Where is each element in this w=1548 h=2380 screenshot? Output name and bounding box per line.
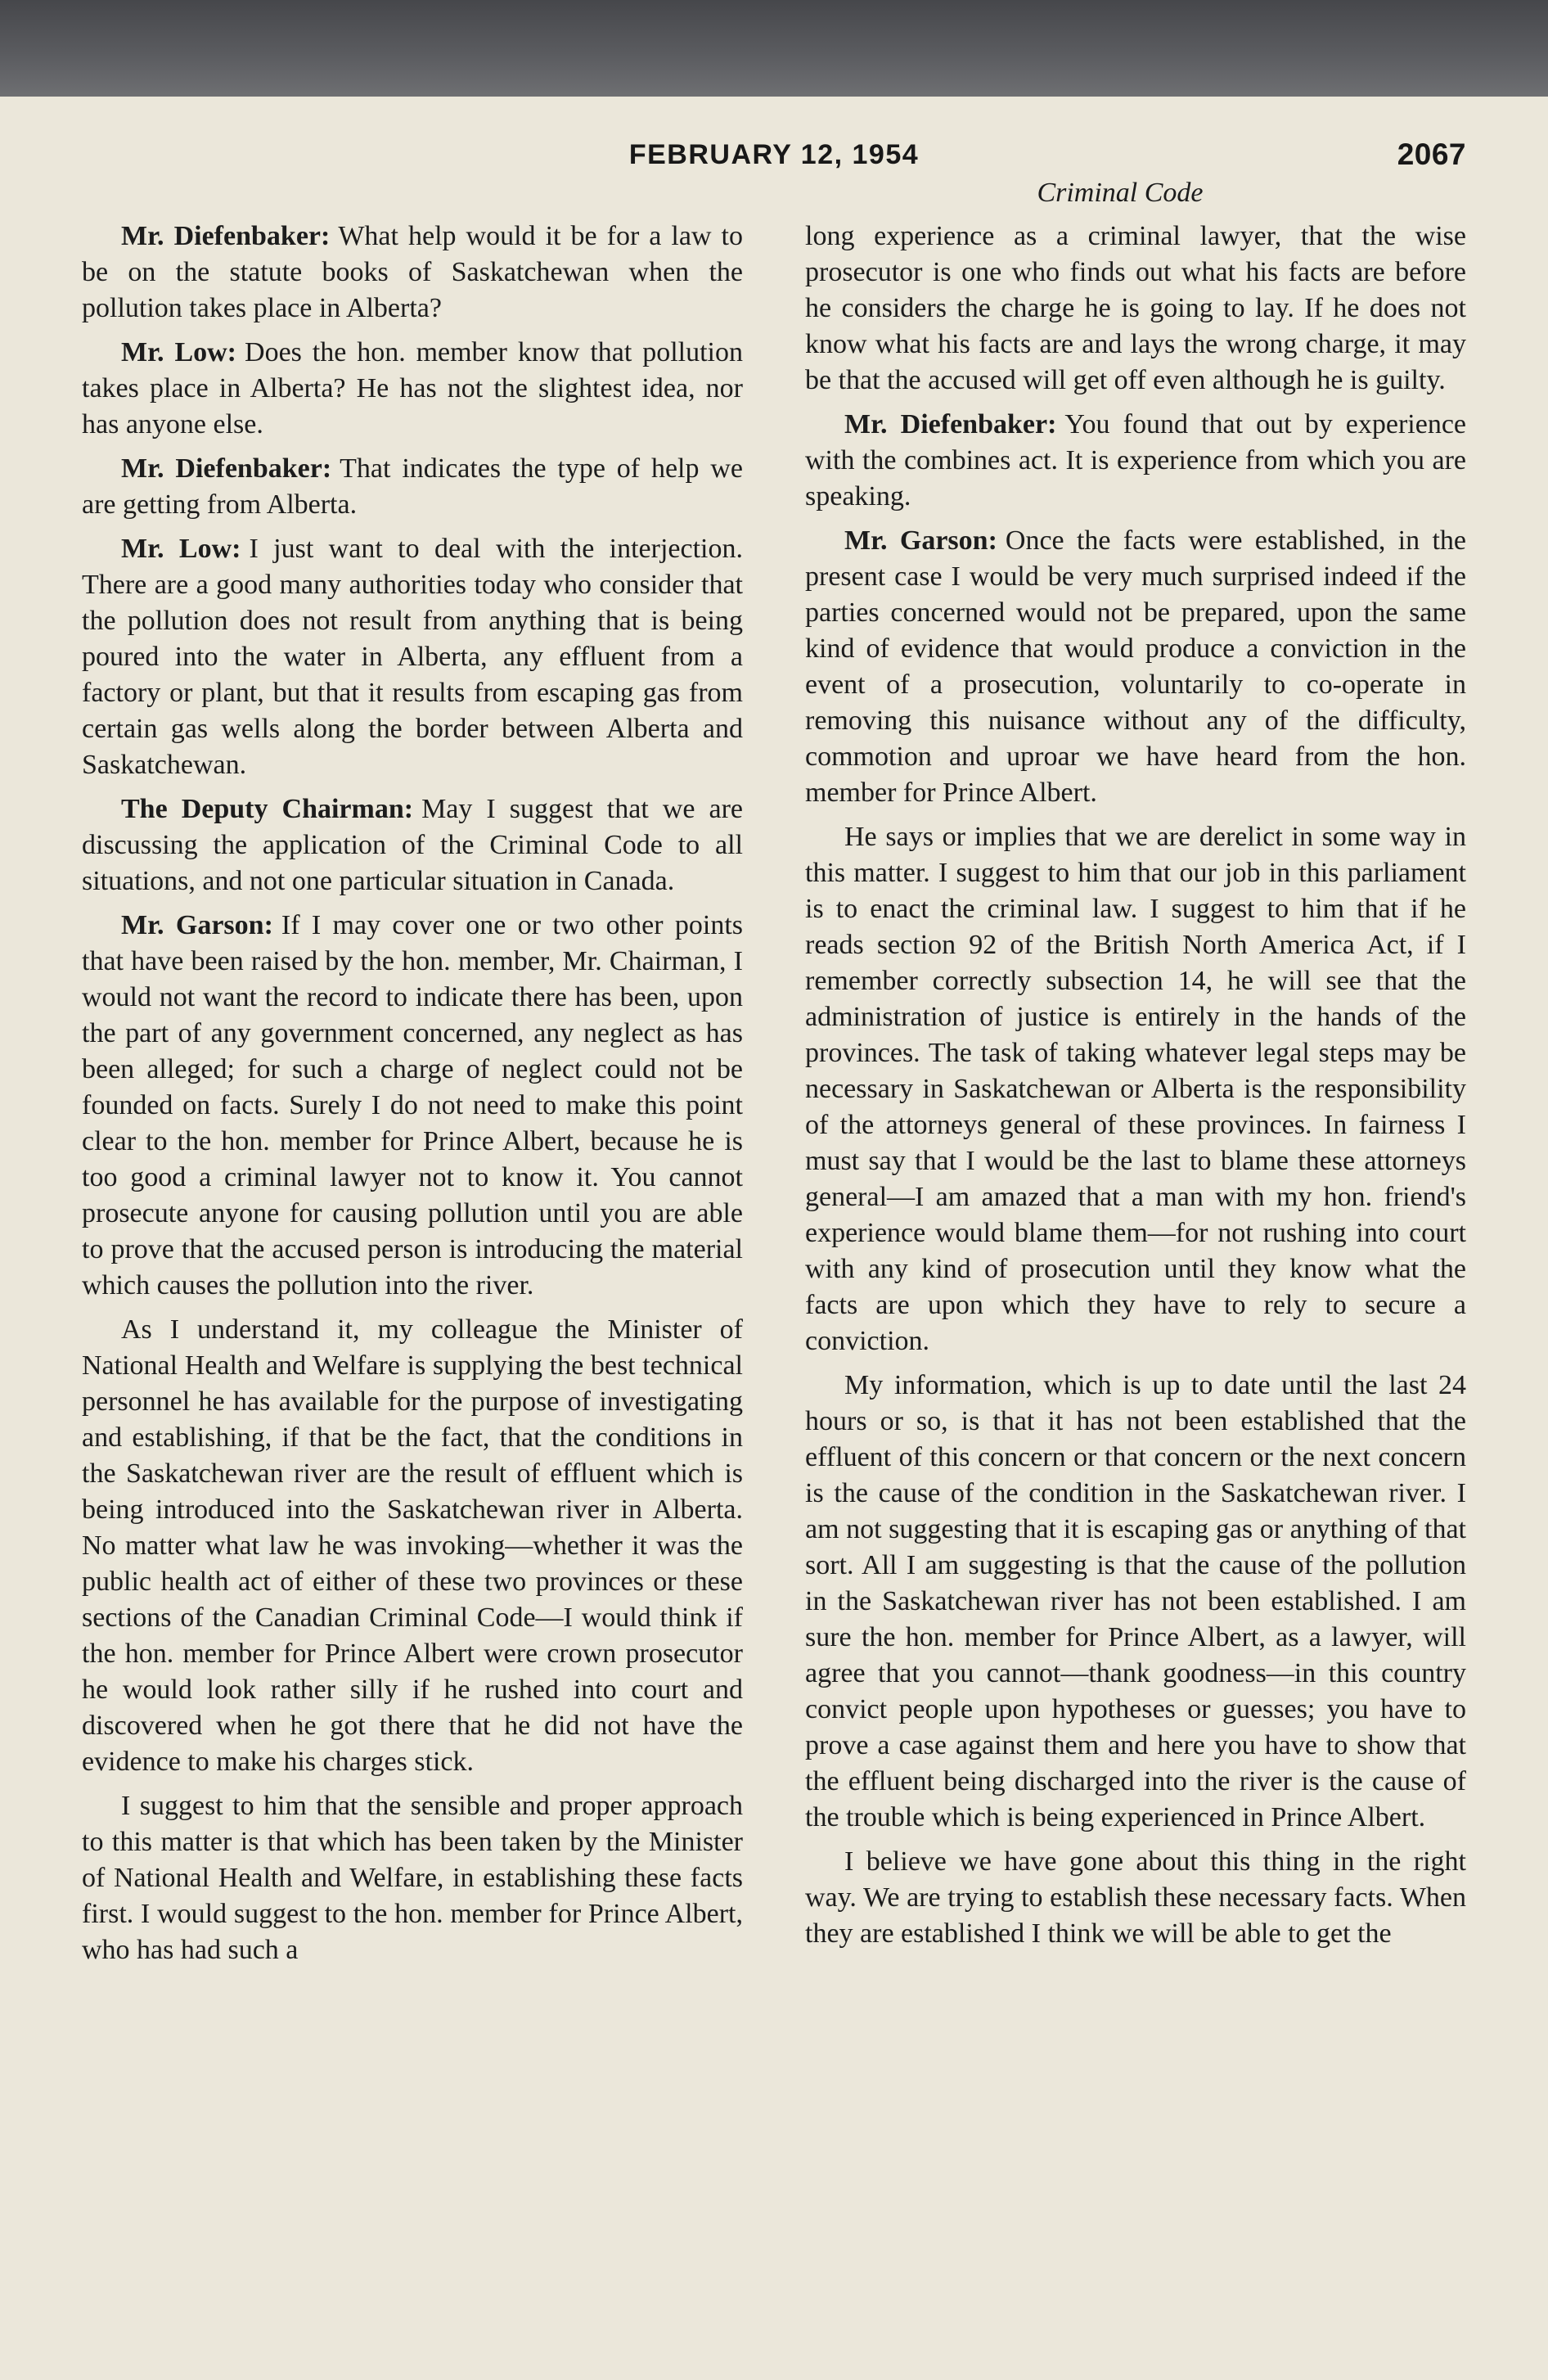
paragraph-text: Does the hon. member know that pollution takes place in Alberta? He has not the slightest idea, nor has anyone else.: [82, 337, 743, 439]
paragraph-continuation: [805, 219, 1466, 399]
paragraph-text: I just want to deal with the interjection. There are a good many authorities today who consider that the pollution does not result from anything that is being poured into the water in Alberta, any effluent from a factory or plant, but that it results from escaping gas from certain gas wells along the border between Alberta and Saskatchewan.: [82, 534, 743, 780]
speaker-name: Mr. Low:: [121, 337, 237, 367]
header-date: FEBRUARY 12, 1954: [628, 139, 920, 170]
paragraph: [82, 219, 743, 327]
speaker-name: Mr. Garson:: [121, 910, 273, 940]
running-title-row: [82, 178, 1466, 209]
paragraph: [82, 908, 743, 1304]
paragraph: [805, 1844, 1466, 1952]
paragraph: [82, 1312, 743, 1780]
speaker-name: Mr. Low:: [121, 534, 241, 564]
paragraph-text: That indicates the type of help we are getting from Alberta.: [82, 453, 743, 520]
speaker-name: The Deputy Chairman:: [121, 794, 414, 824]
speaker-name: Mr. Garson:: [844, 525, 997, 556]
text-columns: [82, 219, 1466, 1977]
paragraph-text: I suggest to him that the sensible and proper approach to this matter is that which has been taken by the Minister of National Health and Welfare, in establishing these facts first. I would suggest to the hon. member for Prince Albert, who has had such a: [82, 1791, 743, 1965]
speaker-name: Mr. Diefenbaker:: [844, 409, 1057, 439]
paragraph: [82, 451, 743, 523]
right-column: [805, 219, 1466, 1977]
paragraph: [82, 531, 743, 783]
paragraph-text: My information, which is up to date until the last 24 hours or so, is that it has not been established that the effluent of this concern or that concern or the next concern is the cause of the condition in the Saskatchewan river. I am not suggesting that it is escaping gas or anything of that sort. All I am suggesting is that the cause of the pollution in the Saskatchewan river has not been established. I am sure the hon. member for Prince Albert, as a lawyer, will agree that you cannot—thank goodness—in this country convict people upon hypotheses or guesses; you have to prove a case against them and here you have to show that the effluent being discharged into the river is the cause of the trouble which is being experienced in Prince Albert.: [805, 1370, 1466, 1832]
paragraph: [805, 1368, 1466, 1836]
paragraph-text: I believe we have gone about this thing in the right way. We are trying to establish these necessary facts. When they are established I think we will be able to get the: [805, 1846, 1466, 1949]
paragraph-text: What help would it be for a law to be on the statute books of Saskatchewan when the pollution takes place in Alberta?: [82, 221, 743, 323]
paragraph: [82, 791, 743, 899]
speaker-name: Mr. Diefenbaker:: [121, 453, 332, 484]
paragraph-text: If I may cover one or two other points that have been raised by the hon. member, Mr. Chairman, I would not want the record to indicate there has been, upon the part of any government concerned, any neglect as has been alleged; for such a charge of neglect could not be founded on facts. Surely I do not need to make this point clear to the hon. member for Prince Albert, because he is too good a criminal lawyer not to know it. You cannot prosecute anyone for causing pollution until you are able to prove that the accused person is introducing the material which causes the pollution into the river.: [82, 910, 744, 1300]
page-number: 2067: [1397, 137, 1466, 171]
page-header: [82, 139, 1466, 171]
paragraph: [805, 523, 1466, 811]
paragraph: [805, 407, 1466, 515]
paragraph-text: May I suggest that we are discussing the application of the Criminal Code to all situations, and not one particular situation in Canada.: [82, 794, 743, 896]
paragraph: [805, 819, 1466, 1359]
paragraph-text: long experience as a criminal lawyer, that the wise prosecutor is one who finds out what his facts are before he considers the charge he is going to lay. If he does not know what his facts are and lays the wrong charge, it may be that the accused will get off even although he is guilty.: [805, 221, 1466, 395]
paragraph: [82, 1788, 743, 1968]
paragraph-text: You found that out by experience with the combines act. It is experience from which you are speaking.: [805, 409, 1467, 512]
running-title-spacer: [82, 178, 774, 209]
running-title: Criminal Code: [1037, 178, 1204, 208]
paragraph-text: As I understand it, my colleague the Minister of National Health and Welfare is supplying the best technical personnel he has available for the purpose of investigating and establishing, if that be the fact, that the conditions in the Saskatchewan river are the result of effluent which is being introduced into the Saskatchewan river in Alberta. No matter what law he was invoking—whether it was the public health act of either of these two provinces or these sections of the Canadian Criminal Code—I would think if the hon. member for Prince Albert were crown prosecutor he would look rather silly if he rushed into court and discovered when he got there that he did not have the evidence to make his charges stick.: [82, 1314, 743, 1777]
scanned-page: [0, 97, 1548, 1977]
speaker-name: Mr. Diefenbaker:: [121, 221, 331, 251]
paragraph-text: Once the facts were established, in the present case I would be very much surprised indeed if the parties concerned would not be prepared, upon the same kind of evidence that would produce a conviction in the event of a prosecution, voluntarily to co-operate in removing this nuisance without any of the difficulty, commotion and uproar we have heard from the hon. member for Prince Albert.: [805, 525, 1466, 808]
paragraph-text: He says or implies that we are derelict in some way in this matter. I suggest to him that our job in this parliament is to enact the criminal law. I suggest to him that if he reads section 92 of the British North America Act, if I remember correctly subsection 14, he will see that the administration of justice is entirely in the hands of the provinces. The task of taking whatever legal steps may be necessary in Saskatchewan or Alberta is the responsibility of the attorneys general of these provinces. In fairness I must say that I would be the last to blame these attorneys general—I am amazed that a man with my hon. friend's experience would blame them—for not rushing into court with any kind of prosecution until they know what the facts are upon which they have to rely to secure a conviction.: [805, 822, 1466, 1356]
paragraph: [82, 335, 743, 443]
left-column: [82, 219, 743, 1977]
scan-top-edge: [0, 0, 1548, 97]
